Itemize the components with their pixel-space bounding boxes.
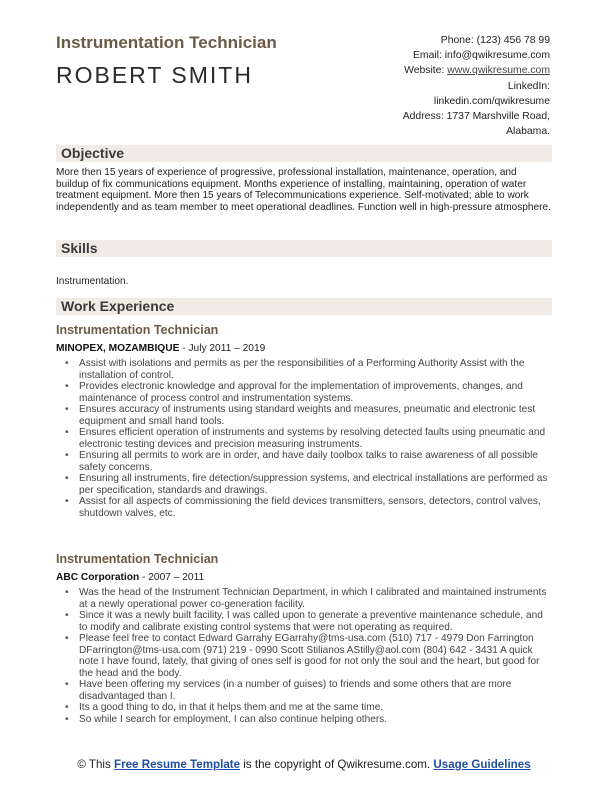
contact-address-line1: Address: 1737 Marshville Road, xyxy=(402,111,550,123)
company-name: ABC Corporation xyxy=(56,572,140,583)
job-bullet: • Was the head of the Instrument Technician Department, in which I calibrated and maintained instruments at a newly operational power co-generation facility. xyxy=(63,587,553,610)
job-company-line xyxy=(56,343,265,354)
contact-website xyxy=(310,63,550,78)
skills-section-header xyxy=(56,240,552,257)
skills-text: Instrumentation. xyxy=(56,276,129,287)
contact-linkedin-label: LinkedIn: xyxy=(507,80,550,92)
job-title: Instrumentation Technician xyxy=(56,323,219,337)
job-company-line xyxy=(56,572,204,583)
contact-phone: Phone: (123) 456 78 99 xyxy=(440,35,550,46)
job-bullet: • Ensures efficient operation of instruments and systems by resolving detected faults using pneumatic and electronic testing devices and precision measuring instruments. xyxy=(63,427,553,450)
job-bullet: • Ensures accuracy of instruments using standard weights and measures, pneumatic and electronic test equipment and small hand tools. xyxy=(63,404,553,427)
website-link[interactable]: www.qwikresume.com xyxy=(447,65,550,77)
job-bullet: • Assist for all aspects of commissioning the field devices transmitters, sensors, detectors, control valves, shutdown valves, etc. xyxy=(63,496,553,519)
experience-section-header xyxy=(56,298,552,315)
job-dates: - July 2011 – 2019 xyxy=(179,343,266,354)
job-title: Instrumentation Technician xyxy=(56,552,219,566)
website-label: Website: xyxy=(404,65,448,77)
job-bullet: • Its a good thing to do, in that it helps them and me at the same time. xyxy=(63,702,553,714)
copyright-footer xyxy=(56,758,552,772)
job-bullet: • Assist with isolations and permits as per the responsibilities of a Performing Authority Assist with the installation of control. xyxy=(63,358,553,381)
objective-text: More then 15 years of experience of progressive, professional installation, maintenance, operation, and buildup of fix communications equipment. Months experience of installing, maintaining, operation of water treatment equipment. More then 15 years of Telecommunications experience. Self-motivated; able to work independently and as team member to meet operational deadlines. Function well in high-pressure atmosphere. xyxy=(56,167,551,213)
contact-block xyxy=(310,33,550,139)
job-bullet: • Please feel free to contact Edward Garrahy EGarrahy@tms-usa.com (510) 717 - 4979 Don Farrington DFarrington@tms-usa.com (971) 219 - 0990 Scott Stilianos AStilly@aol.com (804) 642 - 3431 A quick note I have found, lately, that giving of ones self is good for not only the soul and the heart, but good for the head and the body. xyxy=(63,633,553,679)
job-dates: - 2007 – 2011 xyxy=(139,572,205,583)
footer-middle: is the copyright of Qwikresume.com. xyxy=(240,758,434,771)
job-bullet-list xyxy=(63,587,553,725)
usage-guidelines-link[interactable]: Usage Guidelines xyxy=(433,758,531,771)
job-bullet: • Have been offering my services (in a number of guises) to friends and some others that are more disadvantaged than I. xyxy=(63,679,553,702)
company-name: MINOPEX, MOZAMBIQUE xyxy=(56,343,180,354)
contact-address-line2: Alabama. xyxy=(506,126,550,138)
job-bullet-list xyxy=(63,358,553,519)
footer-prefix: © This xyxy=(77,758,114,771)
candidate-name: ROBERT SMITH xyxy=(56,62,253,88)
contact-linkedin-value: linkedin.com/qwikresume xyxy=(433,95,550,107)
resume-job-title: Instrumentation Technician xyxy=(56,33,277,52)
job-bullet: • Ensuring all instruments, fire detection/suppression systems, and electrical installations are performed as per specification, standards and drawings. xyxy=(63,473,553,496)
job-bullet: • Since it was a newly built facility, I was called upon to generate a preventive maintenance schedule, and to modify and calibrate existing control systems that were not operating as required. xyxy=(63,610,553,633)
job-bullet: • Provides electronic knowledge and approval for the implementation of improvements, changes, and maintenance of process control and instrumentation systems. xyxy=(63,381,553,404)
objective-heading: Objective xyxy=(61,145,125,161)
free-resume-template-link[interactable]: Free Resume Template xyxy=(114,758,241,771)
contact-email: Email: info@qwikresume.com xyxy=(412,50,550,62)
job-bullet: • So while I search for employment, I can also continue helping others. xyxy=(63,714,553,726)
job-bullet: • Ensuring all permits to work are in order, and have daily toolbox talks to raise awareness of all possible safety concerns. xyxy=(63,450,553,473)
experience-heading: Work Experience xyxy=(61,298,175,314)
skills-heading: Skills xyxy=(61,240,98,256)
objective-section-header xyxy=(56,145,552,162)
